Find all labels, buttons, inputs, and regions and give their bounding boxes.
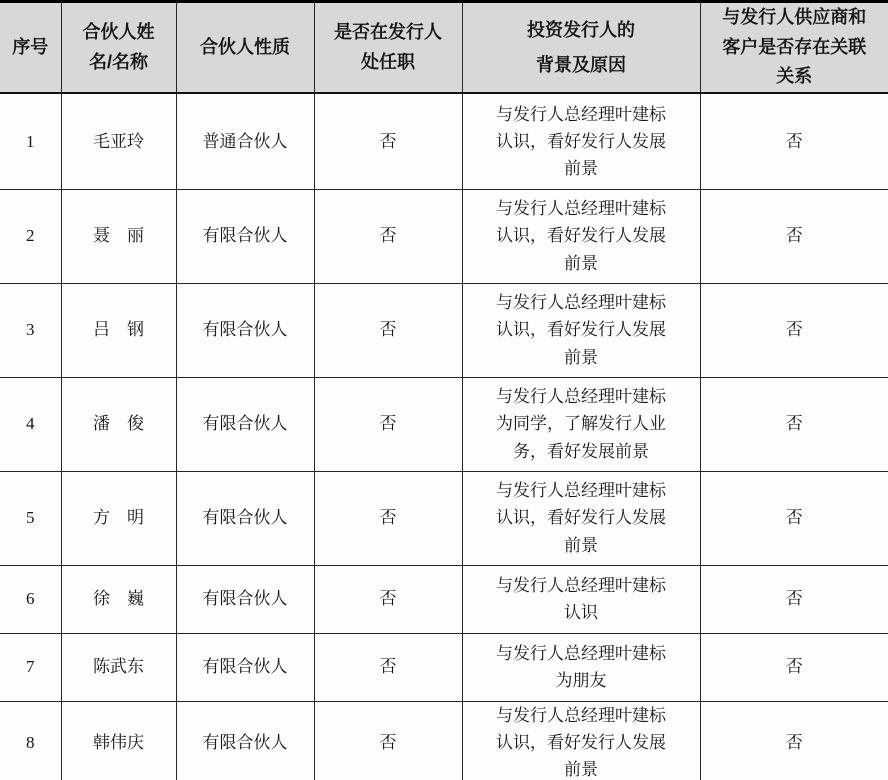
table-row — [0, 93, 888, 189]
cell-reason: 与发行人总经理叶建标 为同学，了解发行人业 务，看好发展前景 — [462, 377, 700, 471]
cell-reason: 与发行人总经理叶建标 认识，看好发行人发展 前景 — [462, 93, 700, 189]
cell-related: 否 — [700, 377, 888, 471]
cell-employed: 否 — [314, 471, 462, 565]
cell-related: 否 — [700, 93, 888, 189]
table-header — [0, 2, 888, 94]
cell-employed: 否 — [314, 701, 462, 780]
cell-nature: 普通合伙人 — [176, 93, 314, 189]
table-row — [0, 471, 888, 565]
table-body — [0, 93, 888, 780]
cell-nature: 有限合伙人 — [176, 565, 314, 633]
cell-nature: 有限合伙人 — [176, 283, 314, 377]
cell-related: 否 — [700, 283, 888, 377]
cell-no: 8 — [0, 701, 61, 780]
cell-nature: 有限合伙人 — [176, 189, 314, 283]
cell-related: 否 — [700, 565, 888, 633]
header-row — [0, 2, 888, 94]
cell-name: 方 明 — [61, 471, 176, 565]
table-row — [0, 189, 888, 283]
table-row — [0, 633, 888, 701]
cell-reason: 与发行人总经理叶建标 认识 — [462, 565, 700, 633]
cell-name: 徐 巍 — [61, 565, 176, 633]
cell-related: 否 — [700, 471, 888, 565]
col-header-nature: 合伙人性质 — [176, 2, 314, 94]
cell-reason: 与发行人总经理叶建标 认识，看好发行人发展 前景 — [462, 701, 700, 780]
cell-employed: 否 — [314, 565, 462, 633]
table-row — [0, 283, 888, 377]
cell-reason: 与发行人总经理叶建标 为朋友 — [462, 633, 700, 701]
cell-no: 7 — [0, 633, 61, 701]
cell-name: 吕 钢 — [61, 283, 176, 377]
cell-related: 否 — [700, 633, 888, 701]
cell-name: 聂 丽 — [61, 189, 176, 283]
cell-no: 3 — [0, 283, 61, 377]
cell-nature: 有限合伙人 — [176, 633, 314, 701]
cell-employed: 否 — [314, 189, 462, 283]
cell-employed: 否 — [314, 633, 462, 701]
cell-related: 否 — [700, 701, 888, 780]
cell-related: 否 — [700, 189, 888, 283]
cell-name: 陈武东 — [61, 633, 176, 701]
cell-name: 毛亚玲 — [61, 93, 176, 189]
table-row — [0, 377, 888, 471]
col-header-no: 序号 — [0, 2, 61, 94]
cell-employed: 否 — [314, 377, 462, 471]
cell-employed: 否 — [314, 283, 462, 377]
col-header-related: 与发行人供应商和 客户是否存在关联 关系 — [700, 2, 888, 94]
col-header-name: 合伙人姓 名/名称 — [61, 2, 176, 94]
cell-reason: 与发行人总经理叶建标 认识，看好发行人发展 前景 — [462, 189, 700, 283]
cell-nature: 有限合伙人 — [176, 701, 314, 780]
cell-nature: 有限合伙人 — [176, 377, 314, 471]
table-row — [0, 565, 888, 633]
cell-no: 1 — [0, 93, 61, 189]
cell-nature: 有限合伙人 — [176, 471, 314, 565]
cell-no: 6 — [0, 565, 61, 633]
cell-name: 潘 俊 — [61, 377, 176, 471]
cell-reason: 与发行人总经理叶建标 认识，看好发行人发展 前景 — [462, 471, 700, 565]
table-row — [0, 701, 888, 780]
cell-reason: 与发行人总经理叶建标 认识，看好发行人发展 前景 — [462, 283, 700, 377]
cell-no: 5 — [0, 471, 61, 565]
cell-no: 4 — [0, 377, 61, 471]
cell-employed: 否 — [314, 93, 462, 189]
col-header-reason: 投资发行人的 背景及原因 — [462, 2, 700, 94]
cell-no: 2 — [0, 189, 61, 283]
col-header-employed: 是否在发行人 处任职 — [314, 2, 462, 94]
cell-name: 韩伟庆 — [61, 701, 176, 780]
